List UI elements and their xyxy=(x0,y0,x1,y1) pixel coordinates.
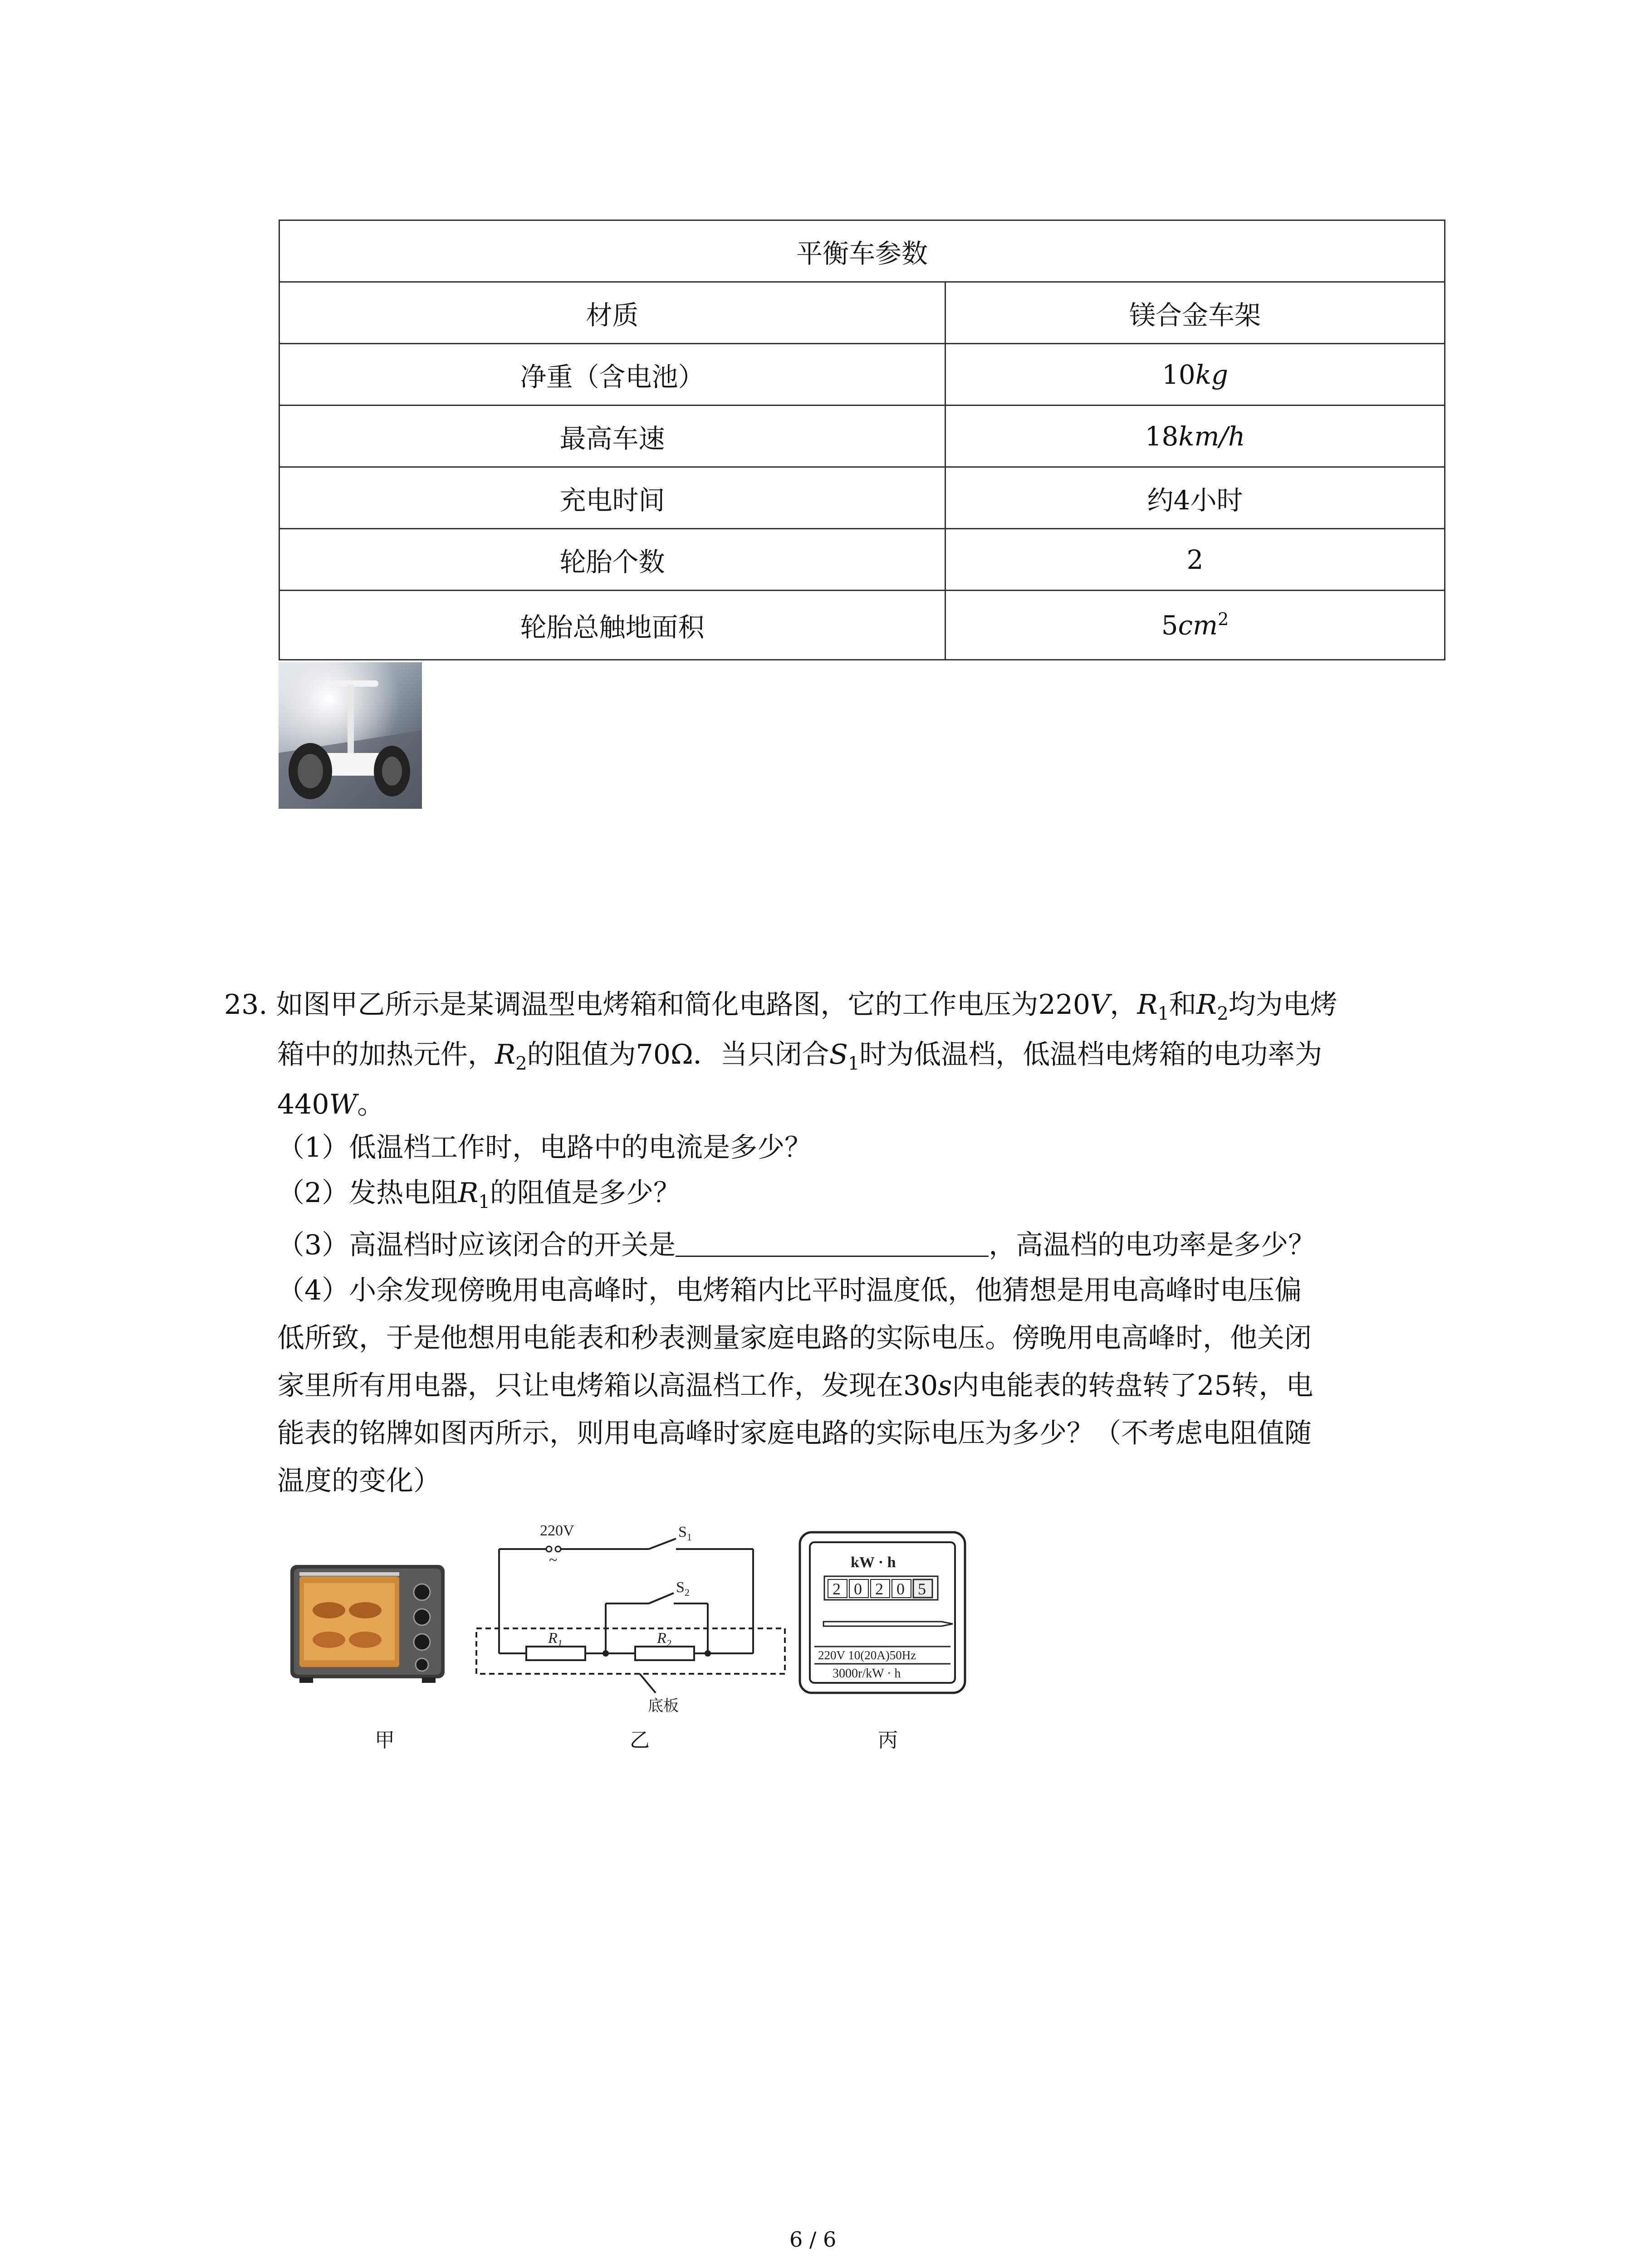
row-label: 充电时间 xyxy=(279,467,945,529)
balance-car-parameter-table xyxy=(279,220,1445,660)
meter-spec-line-1: 220V 10(20A)50Hz xyxy=(818,1648,916,1662)
row-label: 材质 xyxy=(279,282,945,344)
meter-digit: 0 xyxy=(896,1580,905,1598)
question-line: 440W。 xyxy=(277,1089,385,1120)
table-row xyxy=(279,591,1445,660)
question-line: 23. 如图甲乙所示是某调温型电烤箱和简化电路图，它的工作电压为220V，$R_1$和$R_2$均为电烤 xyxy=(224,989,1337,1024)
r2-label: $R_2$ xyxy=(657,1630,671,1649)
row-value: 18km/h xyxy=(945,406,1445,467)
page-number: 6 / 6 xyxy=(789,2227,837,2252)
question-line: 低所致，于是他想用电能表和秒表测量家庭电路的实际电压。傍晚用电高峰时，他关闭 xyxy=(277,1322,1312,1354)
table-row xyxy=(279,282,1445,344)
question-23 xyxy=(224,982,1458,1554)
question-line: 家里所有用电器，只让电烤箱以高温档工作，发现在30s内电能表的转盘转了25转，电 xyxy=(277,1370,1313,1402)
row-value: 2 xyxy=(945,529,1445,591)
question-number: 23. xyxy=(224,989,268,1021)
table-row xyxy=(279,406,1445,467)
row-label: 轮胎总触地面积 xyxy=(279,591,945,660)
row-value: 10kg xyxy=(945,344,1445,406)
row-label: 最高车速 xyxy=(279,406,945,467)
table-row xyxy=(279,467,1445,529)
oven-figure xyxy=(286,1556,449,1692)
row-label: 净重（含电池） xyxy=(279,344,945,406)
row-value: 约4小时 xyxy=(945,467,1445,529)
question-line: 能表的铭牌如图丙所示，则用电高峰时家庭电路的实际电压为多少？（不考虑电阻值随 xyxy=(277,1418,1312,1449)
caption-yi: 乙 xyxy=(630,1729,650,1752)
meter-digit: 0 xyxy=(854,1580,862,1598)
s1-label: $S_1$ xyxy=(678,1524,692,1543)
sub-question-3: （3）高温档时应该闭合的开关是 ，高温档的电功率是多少？ xyxy=(277,1229,1316,1261)
meter-digit: 5 xyxy=(918,1580,926,1598)
voltage-label: 220V xyxy=(540,1524,574,1539)
meter-spec-line-2: 3000r/kW · h xyxy=(833,1667,901,1681)
circuit-diagram xyxy=(467,1524,794,1715)
question-line: 箱中的加热元件，$R_2$的阻值为70Ω．当只闭合$S_1$时为低温档，低温档电烤箱的电功率为 xyxy=(277,1039,1323,1074)
r1-label: $R_1$ xyxy=(548,1630,563,1649)
sub-question-1: （1）低温档工作时，电路中的电流是多少？ xyxy=(277,1132,812,1163)
row-value: $5cm^2$ xyxy=(945,591,1445,660)
balance-car-photo xyxy=(279,662,422,809)
meter-digit: 2 xyxy=(833,1580,841,1598)
base-label: 底板 xyxy=(648,1697,679,1715)
caption-jia: 甲 xyxy=(375,1729,395,1752)
s2-label: $S_2$ xyxy=(676,1579,690,1598)
table-row xyxy=(279,529,1445,591)
row-value: 镁合金车架 xyxy=(945,282,1445,344)
meter-unit: kW · h xyxy=(851,1554,896,1571)
table-title: 平衡车参数 xyxy=(279,220,1445,282)
meter-digit: 2 xyxy=(875,1580,883,1598)
question-line: 温度的变化） xyxy=(277,1465,441,1497)
ac-symbol: ~ xyxy=(549,1552,558,1569)
sub-question-4: （4）小余发现傍晚用电高峰时，电烤箱内比平时温度低，他猜想是用电高峰时电压偏 xyxy=(277,1275,1302,1306)
row-label: 轮胎个数 xyxy=(279,529,945,591)
sub-question-2: （2）发热电阻$R_1$的阻值是多少？ xyxy=(277,1177,681,1212)
energy-meter-figure xyxy=(796,1529,969,1696)
answer-blank[interactable] xyxy=(676,1228,989,1257)
table-row xyxy=(279,344,1445,406)
caption-bing: 丙 xyxy=(878,1729,898,1752)
